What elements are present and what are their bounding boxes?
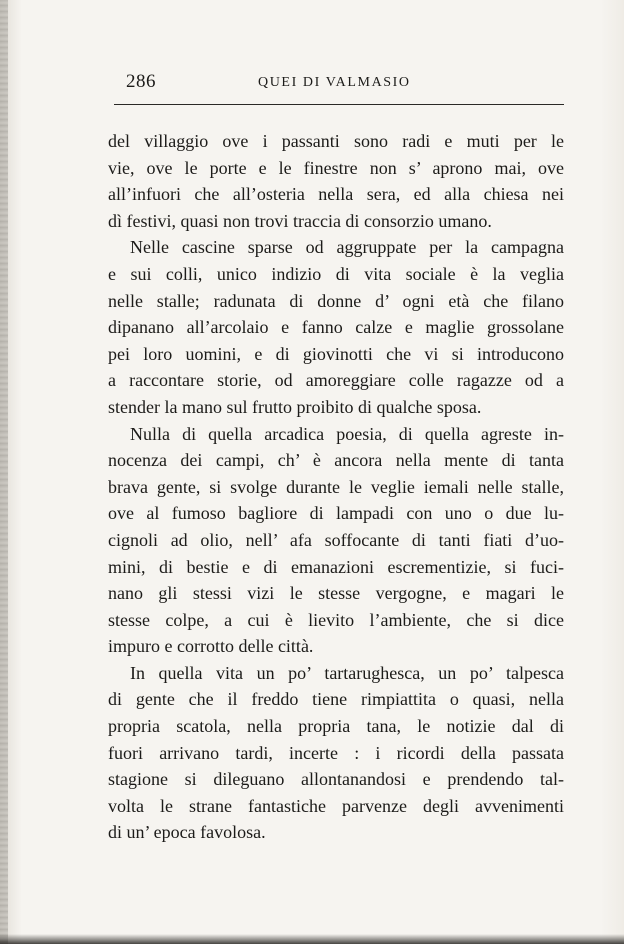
text-line: ove al fumoso bagliore di lampadi con uno o due lu- (108, 503, 564, 524)
body-text (108, 128, 564, 846)
running-head: QUEI DI VALMASIO (258, 75, 411, 90)
text-line: Nelle cascine sparse od aggruppate per la campagna (130, 237, 564, 258)
text-line: dì festivi, quasi non trovi traccia di consorzio umano. (108, 210, 492, 231)
text-line: vie, ove le porte e le finestre non s’ aprono mai, ove (108, 157, 564, 178)
header-rule (114, 104, 564, 105)
text-line: nocenza dei campi, ch’ è ancora nella mente di tanta (108, 450, 564, 471)
text-line: impuro e corrotto delle città. (108, 636, 314, 657)
text-line: propria scatola, nella propria tana, le notizie dal di (108, 716, 564, 737)
text-line: del villaggio ove i passanti sono radi e muti per le (108, 131, 564, 151)
page-number: 286 (126, 71, 156, 92)
text-line: e sui colli, unico indizio di vita sociale è la veglia (108, 263, 564, 284)
binding-edge (0, 0, 8, 944)
text-line: cignoli ad olio, nell’ afa soffocante di tanti fiati d’uo- (108, 529, 564, 550)
text-line: In quella vita un po’ tartarughesca, un po’ talpesca (130, 662, 564, 683)
text-line: di un’ epoca favolosa. (108, 822, 266, 843)
text-line: volta le strane fantastiche parvenze degli avvenimenti (108, 795, 564, 816)
text-line: Nulla di quella arcadica poesia, di quella agreste in- (130, 423, 564, 444)
text-line: all’infuori che all’osteria nella sera, ed alla chiesa nei (108, 184, 564, 205)
text-line: dipanano all’arcolaio e fanno calze e maglie grossolane (108, 317, 564, 338)
text-line: di gente che il freddo tiene rimpiattita o quasi, nella (108, 689, 564, 710)
text-line: mini, di bestie e di emanazioni escrementizie, si fuci- (108, 556, 564, 577)
text-line: brava gente, si svolge durante le veglie iemali nelle stalle, (108, 476, 564, 497)
text-line: stender la mano sul frutto proibito di qualche sposa. (108, 396, 482, 417)
text-line: nelle stalle; radunata di donne d’ ogni età che filano (108, 290, 564, 311)
text-line: pei loro uomini, e di giovinotti che vi si introducono (108, 343, 564, 364)
page-header (126, 71, 566, 97)
text-line: a raccontare storie, od amoreggiare colle ragazze od a (108, 370, 564, 391)
page-bottom-edge (0, 934, 624, 944)
text-line: nano gli stessi vizi le stesse vergogne, e magari le (108, 583, 564, 604)
text-line: stagione si dileguano allontanandosi e prendendo tal- (108, 769, 564, 790)
text-line: fuori arrivano tardi, incerte : i ricordi della passata (108, 742, 564, 763)
text-line: stesse colpe, a cui è lievito l’ambiente, che si dice (108, 609, 564, 630)
